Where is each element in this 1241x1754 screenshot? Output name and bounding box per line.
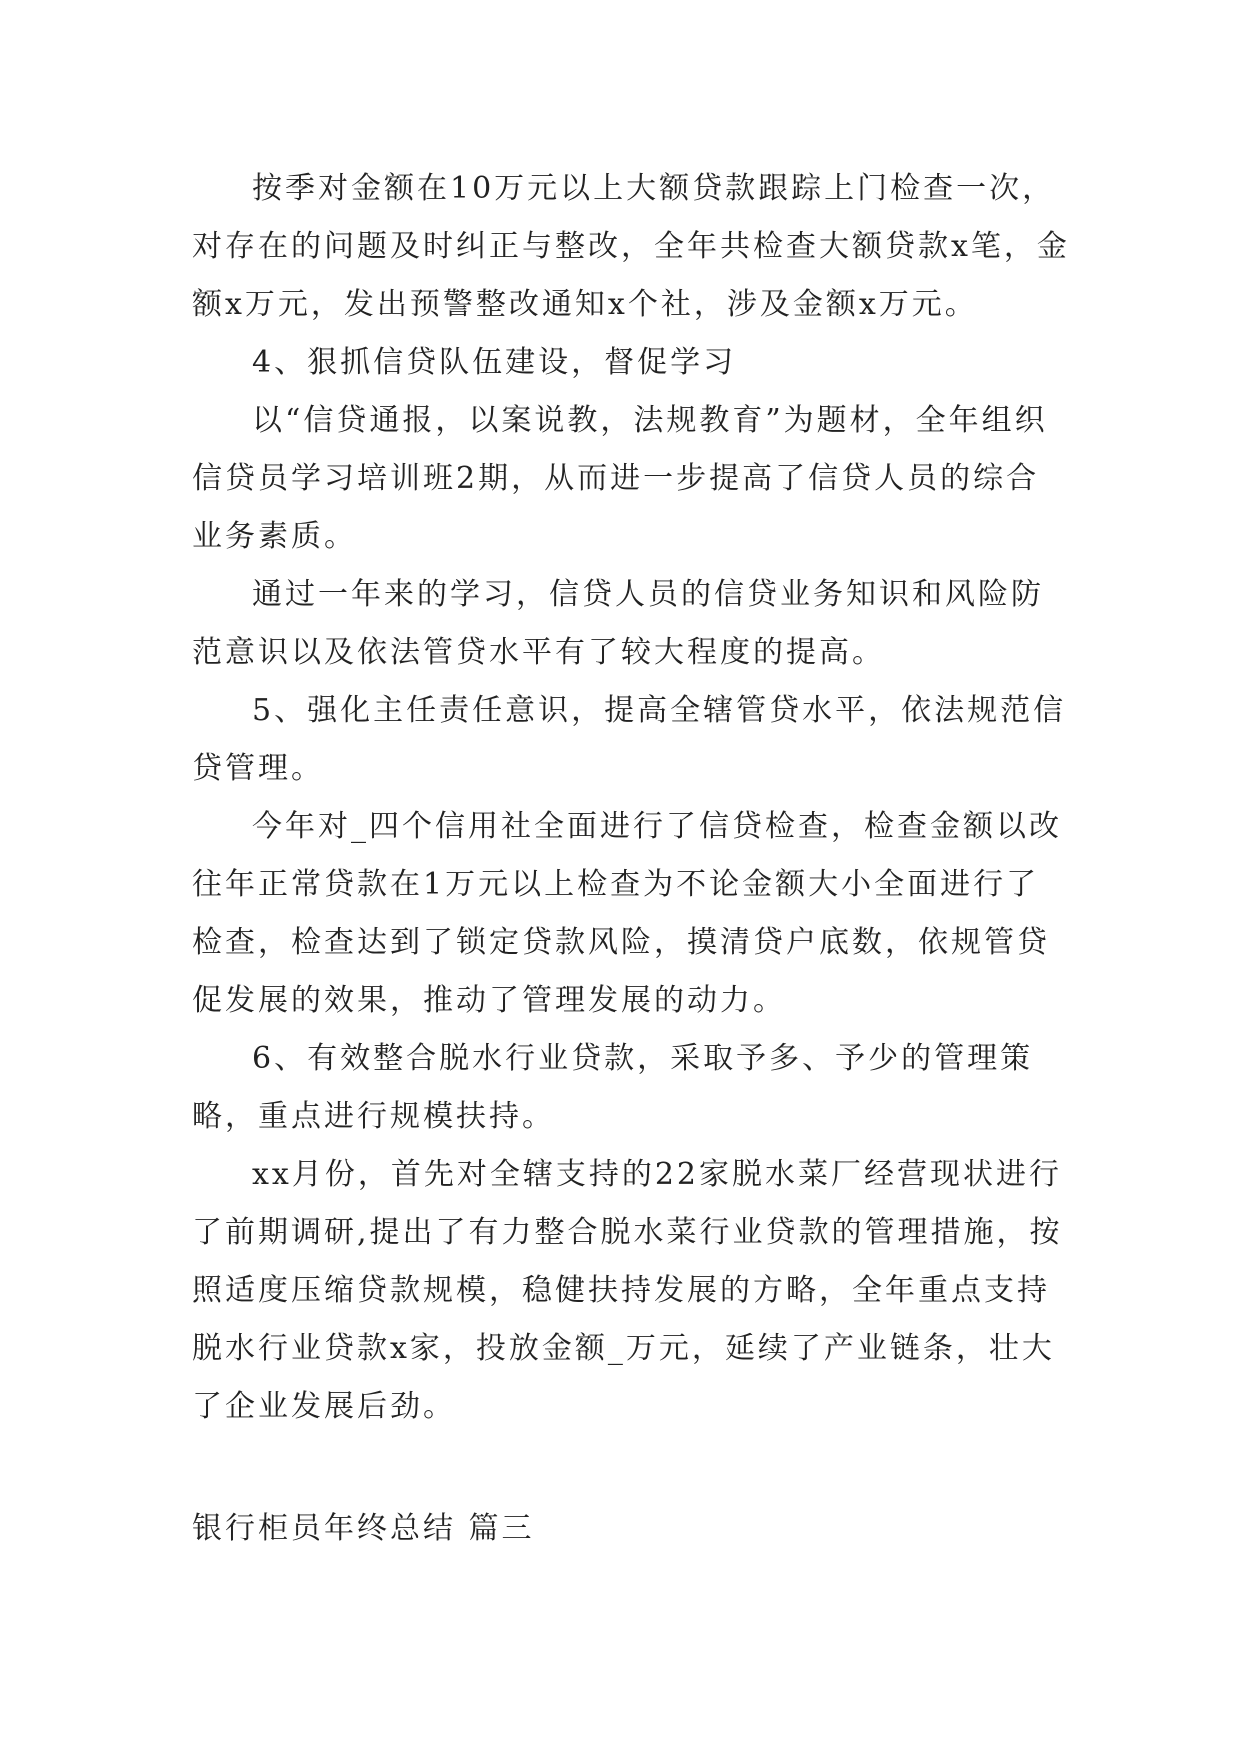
paragraph-large-loan-inspection: 按季对金额在10万元以上大额贷款跟踪上门检查一次，对存在的问题及时纠正与整改，全年共检查大额贷款x笔，金额x万元，发出预警整改通知x个社，涉及金额x万元。 xyxy=(192,171,1070,322)
paragraph-dehydration-research: xx月份，首先对全辖支持的22家脱水菜厂经营现状进行了前期调研,提出了有力整合脱水菜行业贷款的管理措施，按照适度压缩贷款规模，稳健扶持发展的方略，全年重点支持脱水行业贷款x家，投放金额_万元，延续了产业链条，壮大了企业发展后劲。 xyxy=(192,1157,1063,1424)
paragraph-heading-dehydration-industry: 6、有效整合脱水行业贷款，采取予多、予少的管理策略，重点进行规模扶持。 xyxy=(192,1041,1034,1134)
paragraph-heading-director-responsibility: 5、强化主任责任意识，提高全辖管贷水平，依法规范信贷管理。 xyxy=(192,693,1067,786)
paragraph-learning-result: 通过一年来的学习，信贷人员的信贷业务知识和风险防范意识以及依法管贷水平有了较大程度的提高。 xyxy=(192,577,1044,670)
paragraph-credit-inspection: 今年对_四个信用社全面进行了信贷检查，检查金额以改往年正常贷款在1万元以上检查为不论金额大小全面进行了检查，检查达到了锁定贷款风险，摸清贷户底数，依规管贷促发展的效果，推动了管理发展的动力。 xyxy=(192,809,1062,1018)
paragraph-heading-team-building: 4、狠抓信贷队伍建设，督促学习 xyxy=(252,345,737,380)
section-title: 银行柜员年终总结 篇三 xyxy=(192,1511,535,1546)
paragraph-training: 以“信贷通报，以案说教，法规教育”为题材，全年组织信贷员学习培训班2期，从而进一步提高了信贷人员的综合业务素质。 xyxy=(192,403,1048,554)
document-body xyxy=(192,160,1072,1436)
